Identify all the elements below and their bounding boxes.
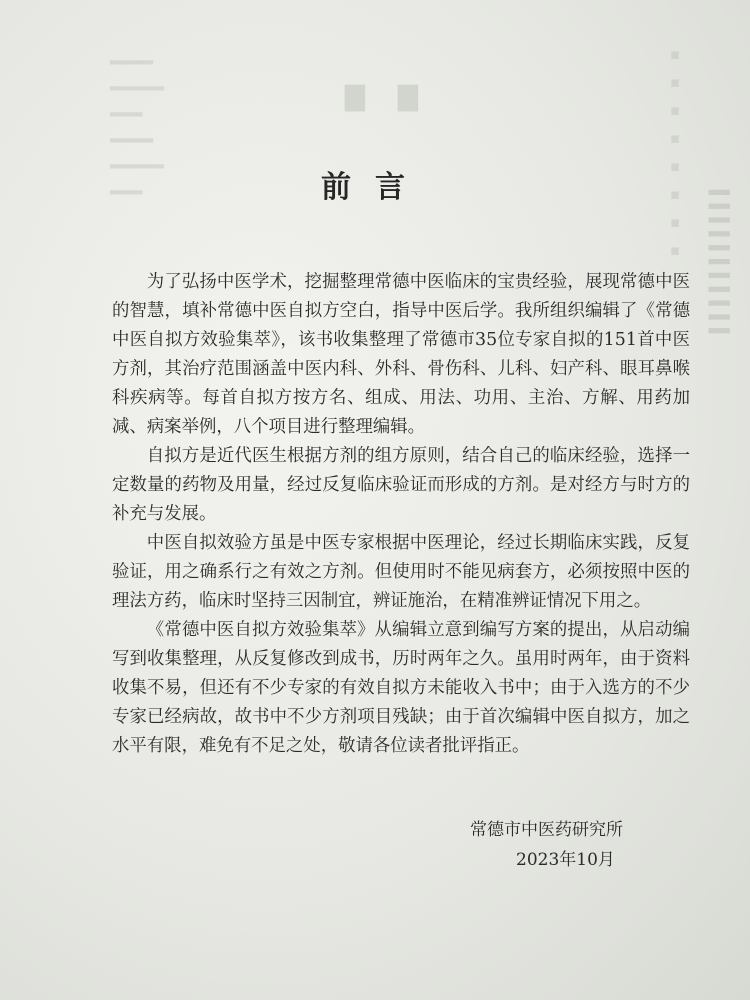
paragraph: 自拟方是近代医生根据方剂的组方原则，结合自己的临床经验，选择一定数量的药物及用量，经过反复临床验证而形成的方剂。是对经方与时方的补充与发展。: [112, 446, 690, 524]
paragraph: 为了弘扬中医学术，挖掘整理常德中医临床的宝贵经验，展现常德中医的智慧，填补常德中医自拟方空白，指导中医后学。我所组织编辑了《常德中医自拟方效验集萃》，该书收集整理了常德市35位专家自拟的151首中医方剂，其治疗范围涵盖中医内科、外科、骨伤科、儿科、妇产科、眼耳鼻喉科疾病等。每首自拟方按方名、组成、用法、功用、主治、方解、用药加减、病案举例，八个项目进行整理编辑。: [112, 272, 690, 437]
signature-date: 2023年10月: [516, 850, 615, 870]
preface-body: [112, 268, 690, 761]
signature-block: [470, 815, 700, 875]
bleed-through-lines: ▂▂▂▂ ▂▂▂▂▂ ▂▂▂ ▂▂▂▂ ▂▂▂▂▂ ▂▂▂: [110, 49, 164, 195]
paragraph: 中医自拟效验方虽是中医专家根据中医理论，经过长期临床实践，反复验证，用之确系行之有效之方剂。但使用时不能见病套方，必须按照中医的理法方药，临床时坚持三因制宜，辨证施治，在精准辨证情况下用之。: [112, 533, 690, 611]
signature-organization: 常德市中医药研究所: [470, 820, 623, 840]
bleed-through-title: ▇ ▇: [345, 82, 431, 112]
paragraph: 《常德中医自拟方效验集萃》从编辑立意到编写方案的提出，从启动编写到收集整理，从反复修改到成书，历时两年之久。虽用时两年，由于资料收集不易，但还有不少专家的有效自拟方未能收入书中；由于入选方的不少专家已经病故，故书中不少方剂项目残缺；由于首次编辑中医自拟方，加之水平有限，难免有不足之处，敬请各位读者批评指正。: [112, 620, 690, 756]
page-title: 前言: [321, 170, 429, 205]
bleed-through-column: ▍▍▍▍▍▍▍▍▍▍▍: [708, 190, 729, 343]
bleed-through-numbers: ▪ ▪ ▪ ▪ ▪ ▪ ▪ ▪: [669, 45, 680, 259]
